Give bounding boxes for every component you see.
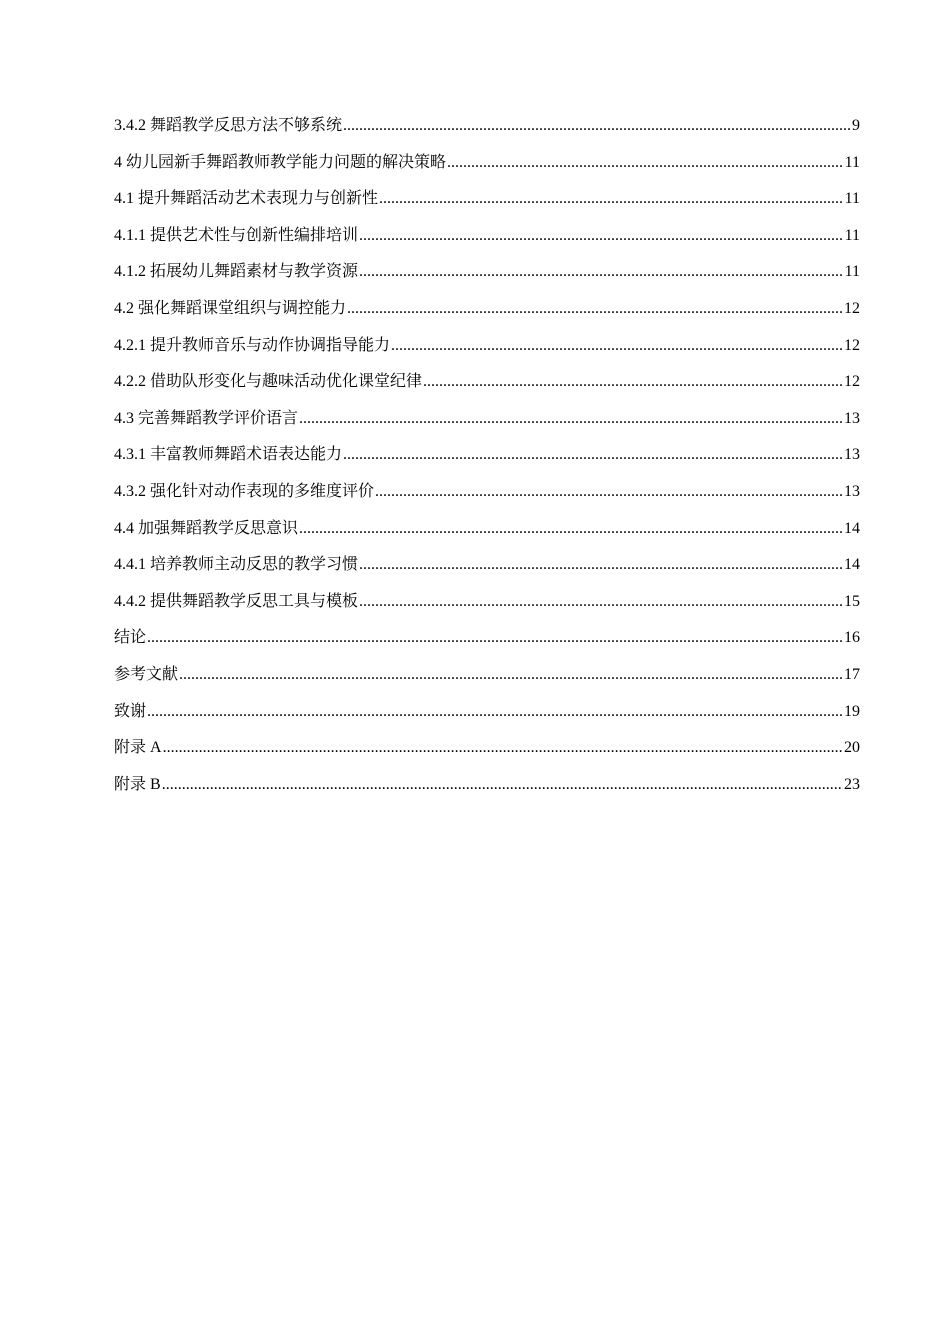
toc-entry[interactable] <box>114 370 860 407</box>
toc-entry-page: 13 <box>844 446 860 464</box>
toc-dot-leader <box>343 114 851 138</box>
toc-entry-title: 致谢 <box>114 702 147 720</box>
toc-entry-page: 20 <box>844 739 860 757</box>
toc-entry-page: 17 <box>844 665 860 683</box>
toc-entry-title: 4.3.2 强化针对动作表现的多维度评价 <box>114 482 375 500</box>
toc-entry-page: 11 <box>844 190 860 208</box>
toc-entry-page: 23 <box>844 775 860 793</box>
toc-dot-leader <box>359 224 844 248</box>
toc-entry[interactable] <box>114 480 860 517</box>
toc-entry-title: 4.3 完善舞蹈教学评价语言 <box>114 409 299 427</box>
toc-dot-leader <box>359 553 843 577</box>
toc-entry[interactable] <box>114 626 860 663</box>
toc-entry-title: 附录 B <box>114 775 161 793</box>
toc-dot-leader <box>447 151 844 175</box>
toc-entry[interactable] <box>114 700 860 737</box>
toc-dot-leader <box>375 480 843 504</box>
toc-entry-page: 12 <box>844 299 860 317</box>
toc-entry[interactable] <box>114 297 860 334</box>
toc-entry[interactable] <box>114 590 860 627</box>
toc-dot-leader <box>347 297 843 321</box>
toc-entry-page: 15 <box>844 592 860 610</box>
toc-entry-page: 11 <box>844 226 860 244</box>
toc-dot-leader <box>423 370 843 394</box>
toc-dot-leader <box>147 626 843 650</box>
toc-entry[interactable] <box>114 517 860 554</box>
toc-entry-page: 16 <box>844 629 860 647</box>
toc-entry-title: 4 幼儿园新手舞蹈教师教学能力问题的解决策略 <box>114 153 447 171</box>
toc-entry[interactable] <box>114 224 860 261</box>
toc-entry-title: 4.2.2 借助队形变化与趣味活动优化课堂纪律 <box>114 373 423 391</box>
toc-entry-page: 12 <box>844 373 860 391</box>
toc-entry[interactable] <box>114 553 860 590</box>
toc-entry[interactable] <box>114 736 860 773</box>
toc-entry-title: 4.1.2 拓展幼儿舞蹈素材与教学资源 <box>114 263 359 281</box>
toc-dot-leader <box>162 773 843 797</box>
toc-entry[interactable] <box>114 407 860 444</box>
toc-dot-leader <box>391 334 843 358</box>
toc-entry-page: 13 <box>844 482 860 500</box>
toc-entry-title: 4.3.1 丰富教师舞蹈术语表达能力 <box>114 446 343 464</box>
toc-entry-title: 3.4.2 舞蹈教学反思方法不够系统 <box>114 117 343 134</box>
toc-dot-leader <box>299 407 843 431</box>
toc-entry-title: 4.1 提升舞蹈活动艺术表现力与创新性 <box>114 190 379 208</box>
toc-dot-leader <box>299 517 843 541</box>
toc-entry-title: 结论 <box>114 629 147 647</box>
toc-entry-page: 11 <box>844 153 860 171</box>
toc-entry-title: 4.4.2 提供舞蹈教学反思工具与模板 <box>114 592 359 610</box>
toc-entry-title: 4.4.1 培养教师主动反思的教学习惯 <box>114 556 359 574</box>
toc-entry-page: 13 <box>844 409 860 427</box>
toc-entry[interactable] <box>114 151 860 188</box>
toc-entry[interactable] <box>114 663 860 700</box>
toc-entry-page: 9 <box>852 117 860 134</box>
toc-entry-title: 附录 A <box>114 739 162 757</box>
toc-entry-title: 4.1.1 提供艺术性与创新性编排培训 <box>114 226 359 244</box>
toc-entry-page: 14 <box>844 556 860 574</box>
toc-entry-title: 4.2 强化舞蹈课堂组织与调控能力 <box>114 299 347 317</box>
toc-dot-leader <box>147 700 843 724</box>
table-of-contents <box>114 114 860 809</box>
toc-dot-leader <box>379 187 844 211</box>
toc-entry-page: 19 <box>844 702 860 720</box>
toc-entry[interactable] <box>114 114 860 151</box>
toc-entry-page: 12 <box>844 336 860 354</box>
toc-dot-leader <box>359 590 843 614</box>
toc-entry-title: 4.2.1 提升教师音乐与动作协调指导能力 <box>114 336 391 354</box>
toc-entry[interactable] <box>114 443 860 480</box>
toc-entry-title: 参考文献 <box>114 665 179 683</box>
toc-dot-leader <box>343 443 843 467</box>
toc-entry[interactable] <box>114 773 860 810</box>
toc-dot-leader <box>179 663 843 687</box>
toc-entry[interactable] <box>114 334 860 371</box>
toc-entry-title: 4.4 加强舞蹈教学反思意识 <box>114 519 299 537</box>
toc-entry-page: 14 <box>844 519 860 537</box>
toc-entry[interactable] <box>114 260 860 297</box>
toc-dot-leader <box>359 260 844 284</box>
toc-entry-page: 11 <box>844 263 860 281</box>
toc-entry[interactable] <box>114 187 860 224</box>
toc-dot-leader <box>163 736 843 760</box>
